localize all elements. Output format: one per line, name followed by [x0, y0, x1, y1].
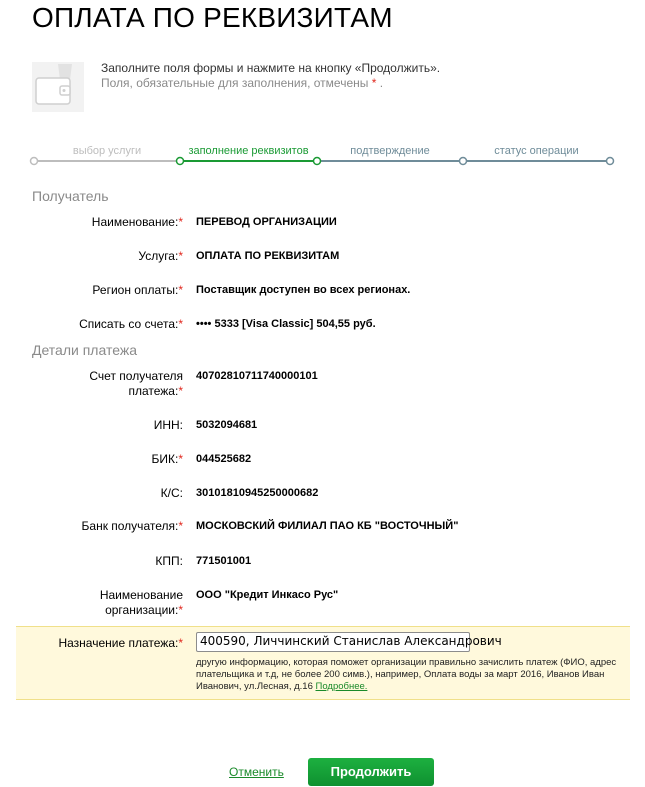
- continue-button[interactable]: Продолжить: [308, 758, 434, 786]
- region-value: Поставщик доступен во всех регионах.: [196, 284, 411, 296]
- payment-purpose-label: Назначение платежа:*: [58, 636, 183, 650]
- cancel-link[interactable]: Отменить: [229, 765, 284, 779]
- progress-steps: [0, 140, 645, 170]
- step-operation-status: статус операции: [494, 145, 579, 157]
- debit-account-value[interactable]: •••• 5333 [Visa Classic] 504,55 руб.: [196, 318, 376, 330]
- more-details-link[interactable]: Подробнее.: [315, 681, 368, 692]
- recipient-name-label: Наименование:*: [91, 215, 183, 229]
- recipient-account-label: Счет получателя платежа:*: [89, 369, 183, 398]
- kpp-value: 771501001: [196, 555, 252, 567]
- kpp-label: КПП:: [155, 554, 183, 568]
- intro-text: [101, 61, 440, 91]
- org-name-value: ООО "Кредит Инкасо Рус": [196, 589, 339, 601]
- intro-line-1: Заполните поля формы и нажмите на кнопку «Продолжить».: [101, 61, 441, 75]
- bik-label: БИК:*: [151, 452, 183, 466]
- debit-account-label: Списать со счета:*: [79, 317, 183, 331]
- page-title: ОПЛАТА ПО РЕКВИЗИТАМ: [32, 2, 393, 33]
- inn-value: 5032094681: [196, 419, 258, 431]
- intro-line-2: Поля, обязательные для заполнения, отмечены * .: [101, 76, 384, 90]
- bik-value: 044525682: [196, 453, 252, 465]
- service-value: ОПЛАТА ПО РЕКВИЗИТАМ: [196, 250, 340, 262]
- ks-label: К/С:: [160, 486, 183, 500]
- org-name-label: Наименование организации:*: [99, 588, 183, 617]
- ks-value: 30101810945250000682: [196, 487, 319, 499]
- region-label: Регион оплаты:*: [92, 283, 183, 297]
- recipient-account-value: 40702810711740000101: [196, 370, 318, 382]
- service-label: Услуга:*: [138, 249, 183, 263]
- payment-purpose-hint: другую информацию, которая поможет организации правильно зачислить платеж (ФИО, адрес плательщика и т.д, не более 200 симв.), например, Оплата воды за март 2016, Иванов Иван Иванович, ул.Лесная, д.16 Подробнее.: [196, 657, 617, 692]
- step-fill-details: заполнение реквизитов: [188, 145, 309, 157]
- step-select-service: выбор услуги: [72, 145, 142, 157]
- section-payment-details: Детали платежа: [32, 342, 137, 358]
- inn-label: ИНН:: [153, 418, 183, 432]
- bank-label: Банк получателя:*: [81, 519, 183, 533]
- section-recipient: Получатель: [32, 188, 109, 204]
- step-confirmation: подтверждение: [350, 145, 430, 157]
- bank-value: МОСКОВСКИЙ ФИЛИАЛ ПАО КБ "ВОСТОЧНЫЙ": [196, 520, 459, 532]
- required-mark: *: [371, 76, 377, 90]
- payment-purpose-input[interactable]: 400590, Личчинский Станислав Александрович: [196, 632, 470, 652]
- recipient-name-value: ПЕРЕВОД ОРГАНИЗАЦИИ: [196, 216, 337, 228]
- wallet-icon: [32, 60, 84, 112]
